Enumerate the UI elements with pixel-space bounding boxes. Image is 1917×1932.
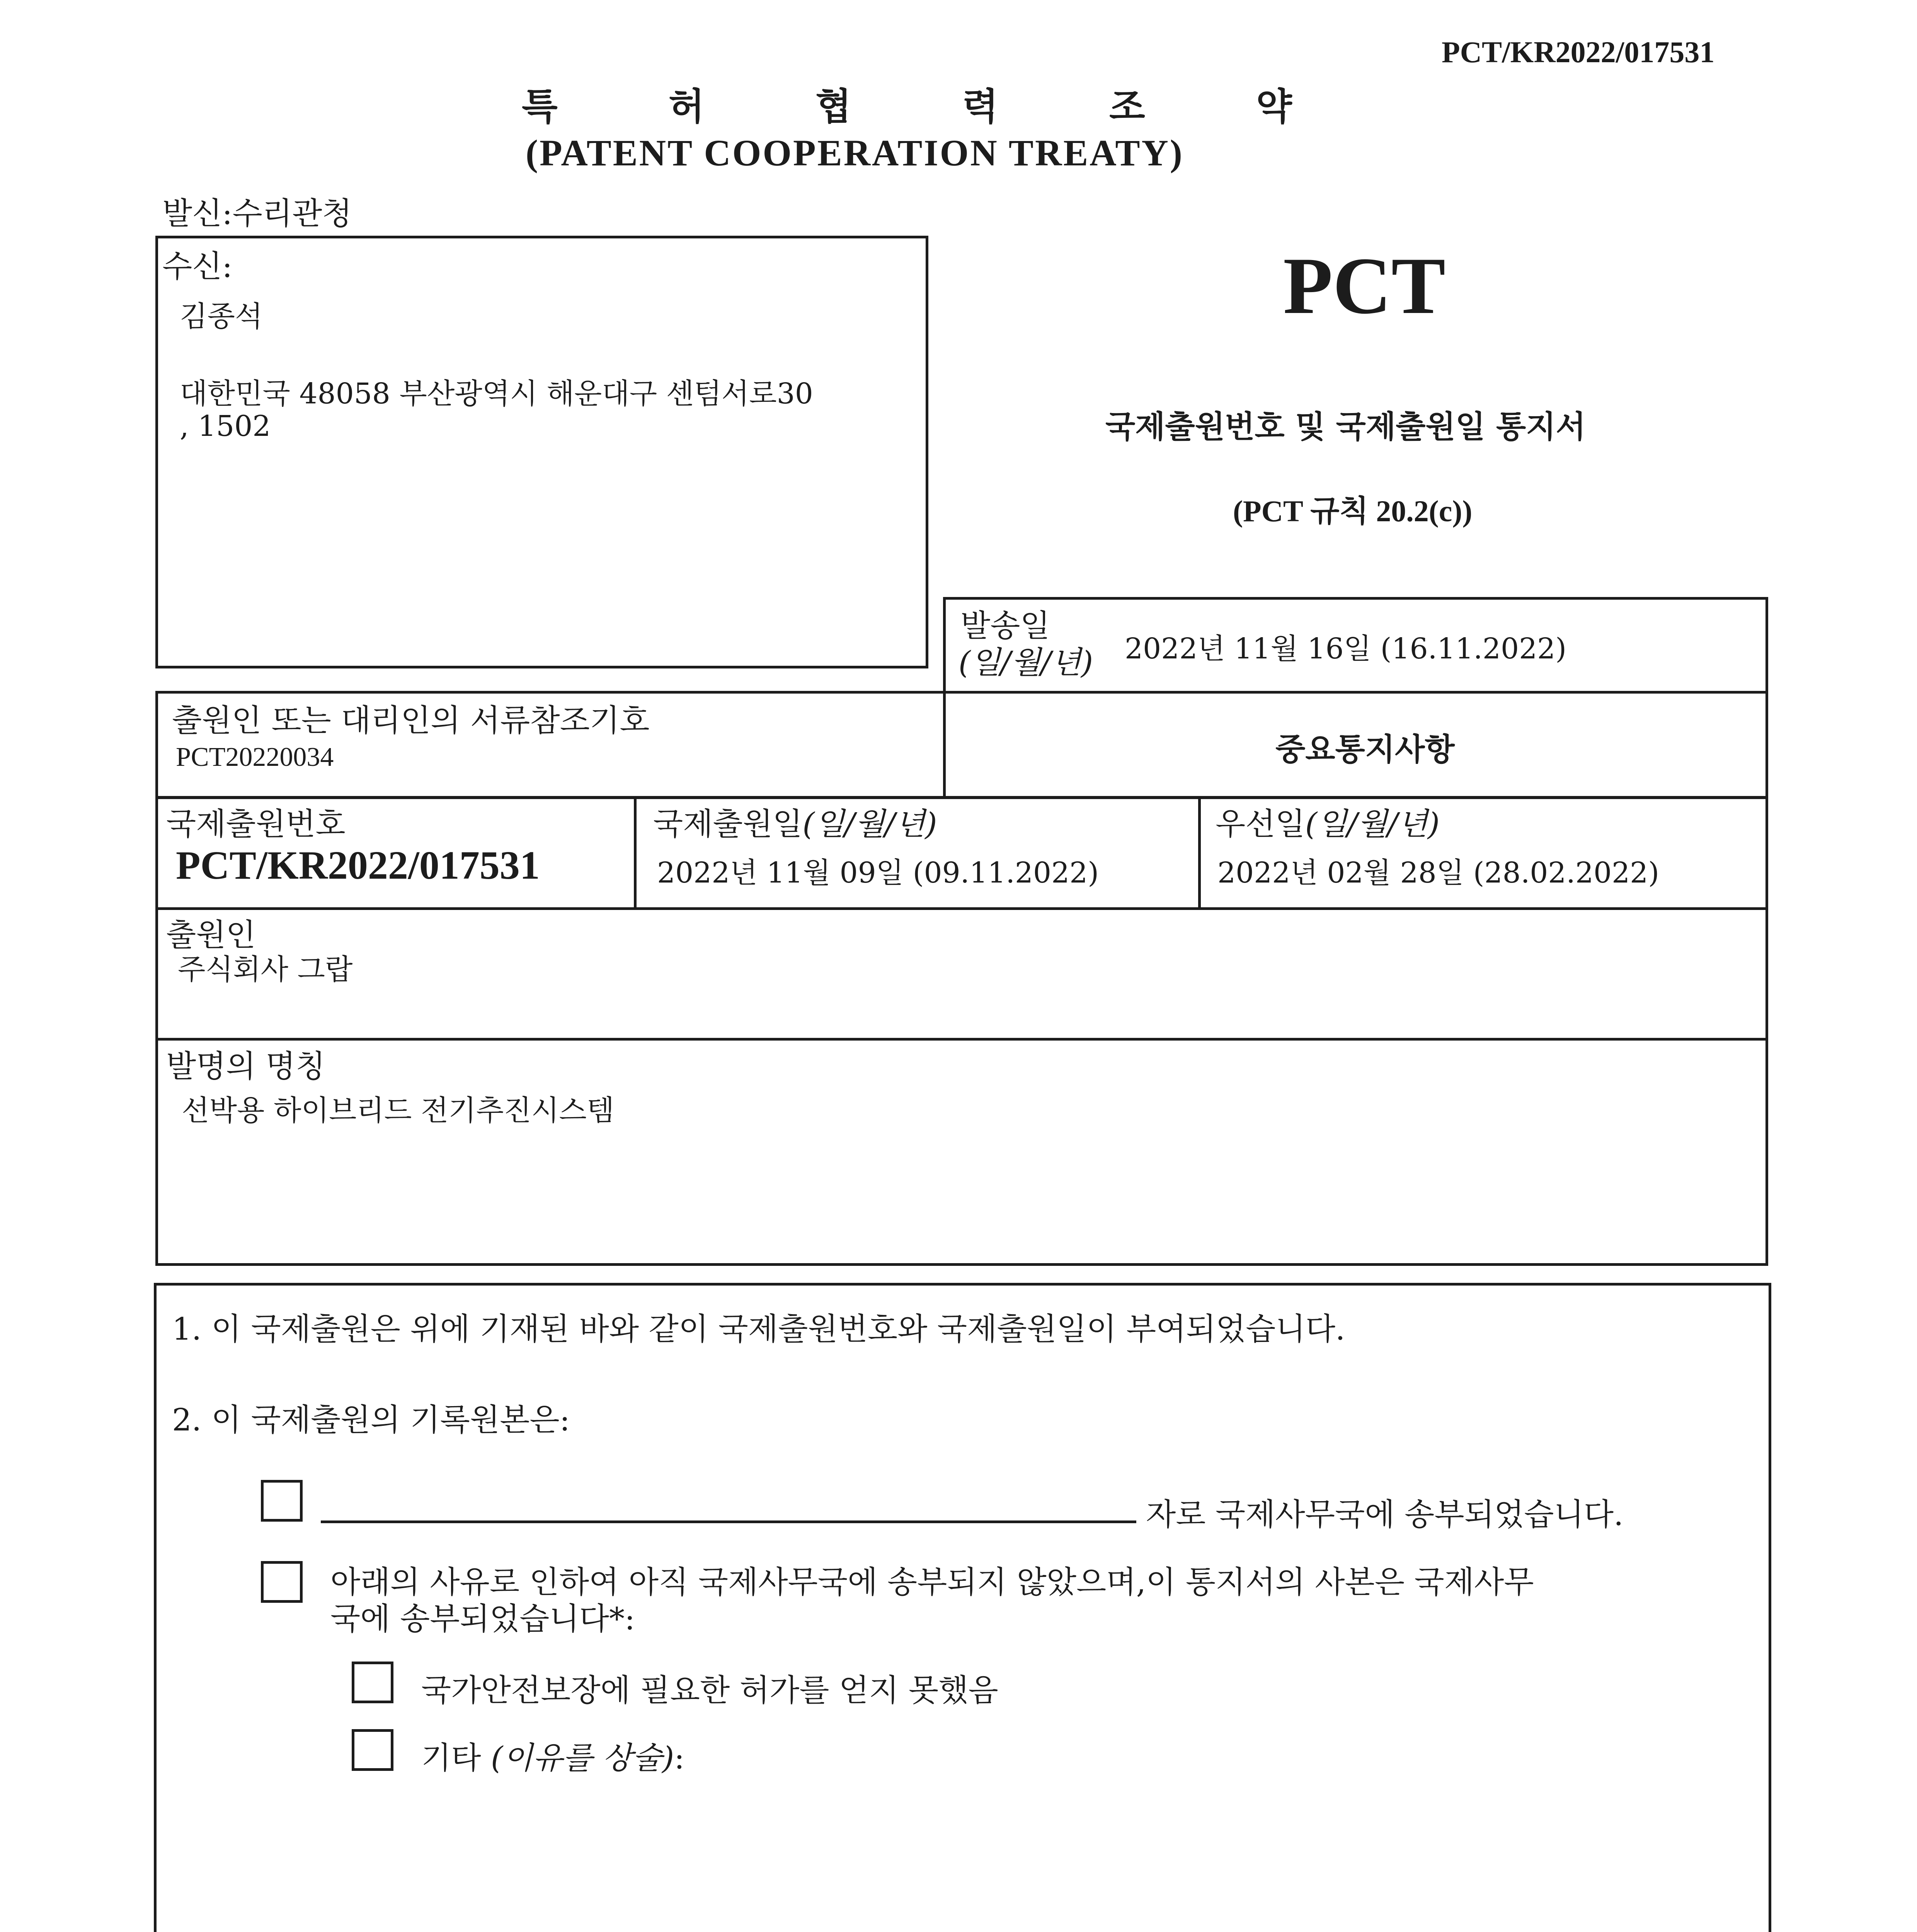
document-reference: PCT/KR2022/017531 bbox=[1442, 35, 1715, 69]
filing-date-value: 2022년 11월 09일 (09.11.2022) bbox=[657, 856, 1099, 889]
mailing-date-value: 2022년 11월 16일 (16.11.2022) bbox=[1125, 632, 1567, 665]
recipient-address-line2: , 1502 bbox=[180, 410, 271, 443]
application-divider-1 bbox=[634, 796, 637, 910]
notice-title: 국제출원번호 및 국제출원일 통지서 bbox=[1105, 409, 1586, 445]
reference-label: 출원인 또는 대리인의 서류참조기호 bbox=[172, 702, 650, 738]
priority-date-label: 우선일(일/월/년) bbox=[1216, 806, 1440, 842]
applicant-value: 주식회사 그랍 bbox=[178, 953, 353, 986]
not-transmitted-checkbox[interactable] bbox=[261, 1561, 303, 1603]
recipient-box bbox=[155, 236, 928, 668]
invention-box bbox=[155, 1038, 1768, 1266]
priority-date-value: 2022년 02월 28일 (28.02.2022) bbox=[1217, 856, 1660, 889]
reference-value: PCT20220034 bbox=[176, 742, 334, 772]
reference-divider bbox=[943, 691, 946, 799]
rule-reference: (PCT 규칙 20.2(c)) bbox=[1233, 494, 1473, 528]
sender-label: 발신:수리관청 bbox=[162, 196, 352, 231]
other-reason-checkbox[interactable] bbox=[352, 1729, 393, 1771]
not-transmitted-option-line2: 국에 송부되었습니다*: bbox=[330, 1601, 635, 1637]
filing-date-label: 국제출원일(일/월/년) bbox=[653, 806, 937, 842]
recipient-address-line1: 대한민국 48058 부산광역시 해운대구 센텀서로30 bbox=[180, 377, 813, 410]
invention-label: 발명의 명칭 bbox=[166, 1048, 325, 1084]
security-clearance-checkbox[interactable] bbox=[352, 1662, 393, 1703]
applicant-box bbox=[155, 907, 1768, 1041]
recipient-name: 김종석 bbox=[180, 300, 263, 333]
application-number-value: PCT/KR2022/017531 bbox=[176, 843, 540, 888]
treaty-title-korean: 특 허 협 력 조 약 bbox=[522, 85, 1292, 128]
not-transmitted-option-line1: 아래의 사유로 인하여 아직 국제사무국에 송부되지 않았으며,이 통지서의 사본은 국제사무 bbox=[330, 1564, 1534, 1600]
mailing-date-label: 발송일 bbox=[960, 608, 1050, 644]
treaty-title-english: (PATENT COOPERATION TREATY) bbox=[526, 132, 1184, 173]
important-notice-label: 중요통지사항 bbox=[1275, 731, 1455, 767]
invention-value: 선박용 하이브리드 전기추진시스템 bbox=[182, 1094, 615, 1127]
application-divider-2 bbox=[1198, 796, 1201, 910]
notice-item-2: 2. 이 국제출원의 기록원본은: bbox=[172, 1402, 570, 1438]
transmitted-option-text: 자로 국제사무국에 송부되었습니다. bbox=[1146, 1497, 1624, 1532]
pct-heading: PCT bbox=[1283, 241, 1445, 331]
transmitted-checkbox[interactable] bbox=[261, 1480, 303, 1522]
transmitted-date-line bbox=[321, 1520, 1136, 1523]
applicant-label: 출원인 bbox=[166, 917, 256, 953]
application-number-label: 국제출원번호 bbox=[166, 806, 346, 842]
other-reason-text: 기타 (이유를 상술): bbox=[421, 1740, 685, 1776]
recipient-label: 수신: bbox=[162, 248, 233, 284]
security-clearance-text: 국가안전보장에 필요한 허가를 얻지 못했음 bbox=[421, 1672, 998, 1708]
mailing-date-format: (일/월/년) bbox=[958, 645, 1093, 680]
notice-item-1: 1. 이 국제출원은 위에 기재된 바와 같이 국제출원번호와 국제출원일이 부여되었습니다. bbox=[172, 1311, 1345, 1347]
